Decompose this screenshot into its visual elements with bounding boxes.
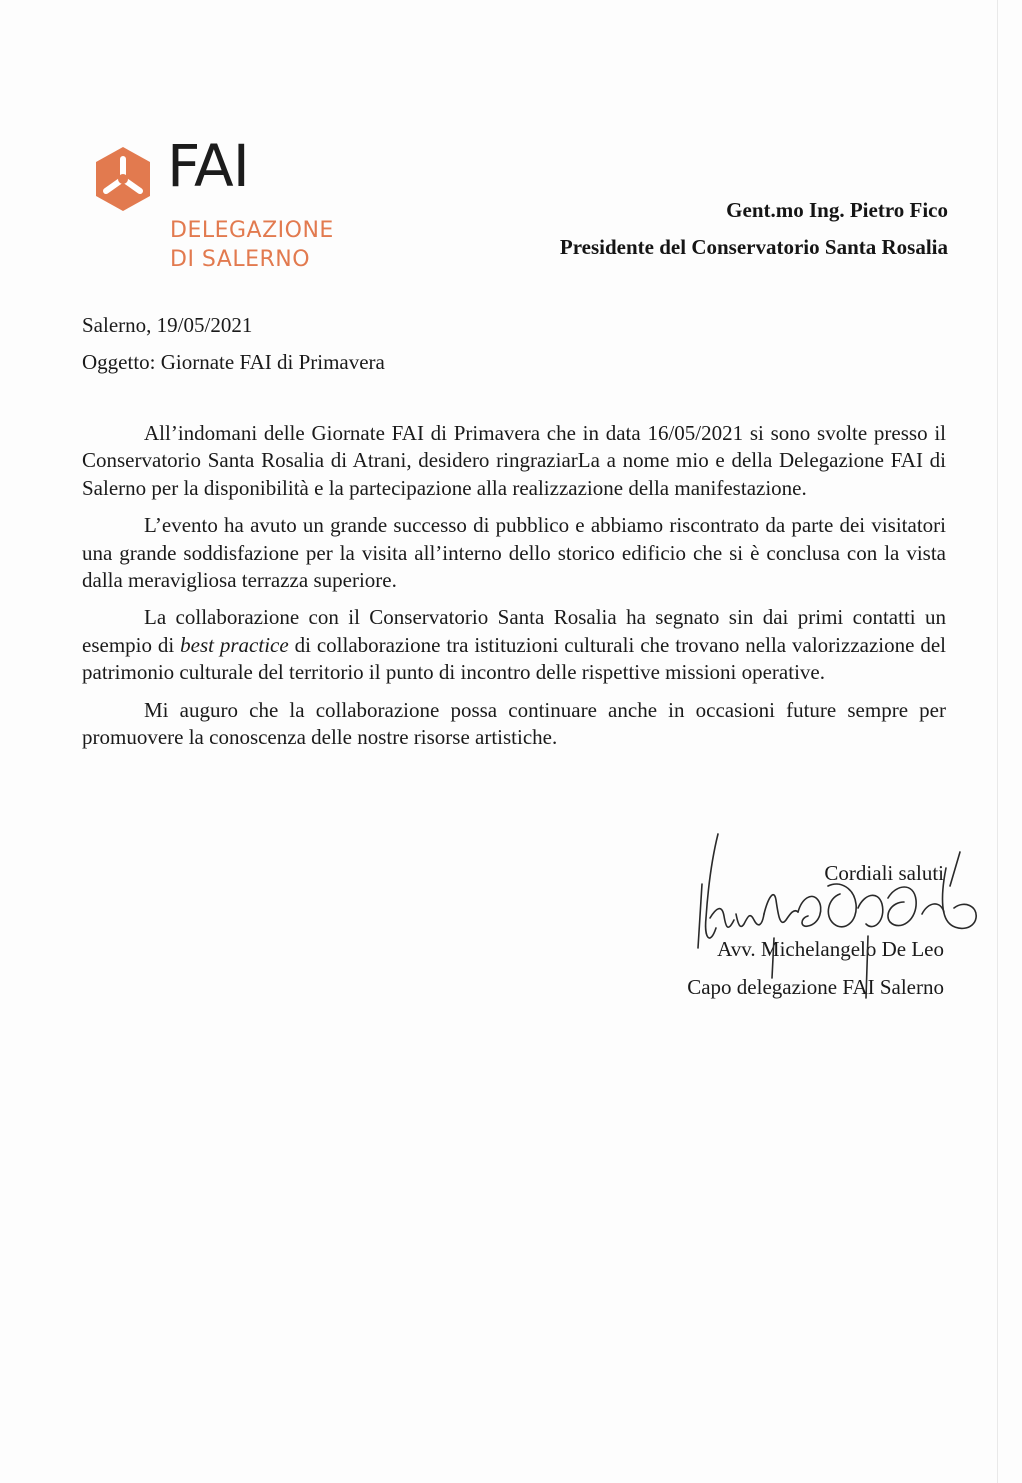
best-practice-emphasis: best practice — [180, 632, 289, 657]
paragraph-1: All’indomani delle Giornate FAI di Primavera che in data 16/05/2021 si sono svolte presso il Conservatorio Santa Rosalia di Atrani, desidero ringraziarLa a nome mio e della Delegazione FAI di Salerno per la disponibilità e la partecipazione alla realizzazione della manifestazione. — [82, 421, 946, 500]
logo-subtitle-line1: DELEGAZIONE — [170, 218, 334, 243]
recipient-name: Gent.mo Ing. Pietro Fico — [726, 198, 948, 222]
paragraph-3-end: di collaborazione tra istituzioni culturali che trovano nella valorizzazione del patrimonio culturale del territorio il punto di incontro delle rispettive missioni operative. — [82, 632, 946, 685]
logo-subtitle-line2: DI SALERNO — [170, 247, 311, 272]
paragraph-4: Mi auguro che la collaborazione possa continuare anche in occasioni future sempre per promuovere la conoscenza delle nostre risorse artistiche. — [82, 697, 946, 750]
letter-subject: Oggetto: Giornate FAI di Primavera — [82, 350, 385, 374]
paragraph-3-start: La collaborazione con il Conservatorio Santa Rosalia ha segnato sin dai primi contatti un esempio di — [82, 605, 946, 657]
signer-name: Avv. Michelangelo De Leo — [717, 937, 944, 961]
closing-block — [687, 854, 944, 1006]
paragraph-2: L’evento ha avuto un grande successo di pubblico e abbiamo riscontrato da parte dei visitatori una grande soddisfazione per la visita all’interno dello storico edificio che si è conclusa con la vista dalla meravigliosa terrazza superiore. — [82, 513, 946, 593]
scan-edge — [997, 0, 998, 1483]
signer-role: Capo delegazione FAI Salerno — [687, 975, 944, 999]
recipient-block — [560, 192, 948, 266]
closing-greeting: Cordiali saluti — [824, 861, 944, 885]
signature-space — [687, 892, 944, 930]
fai-logo-icon — [92, 145, 154, 213]
recipient-title: Presidente del Conservatorio Santa Rosalia — [559, 235, 948, 259]
paragraph-3 — [82, 604, 946, 686]
logo-wordmark: FAI — [167, 132, 249, 200]
letter-meta — [82, 307, 385, 381]
letter-body — [82, 420, 946, 761]
letter-date: Salerno, 19/05/2021 — [82, 313, 253, 337]
fai-logo — [92, 132, 362, 273]
